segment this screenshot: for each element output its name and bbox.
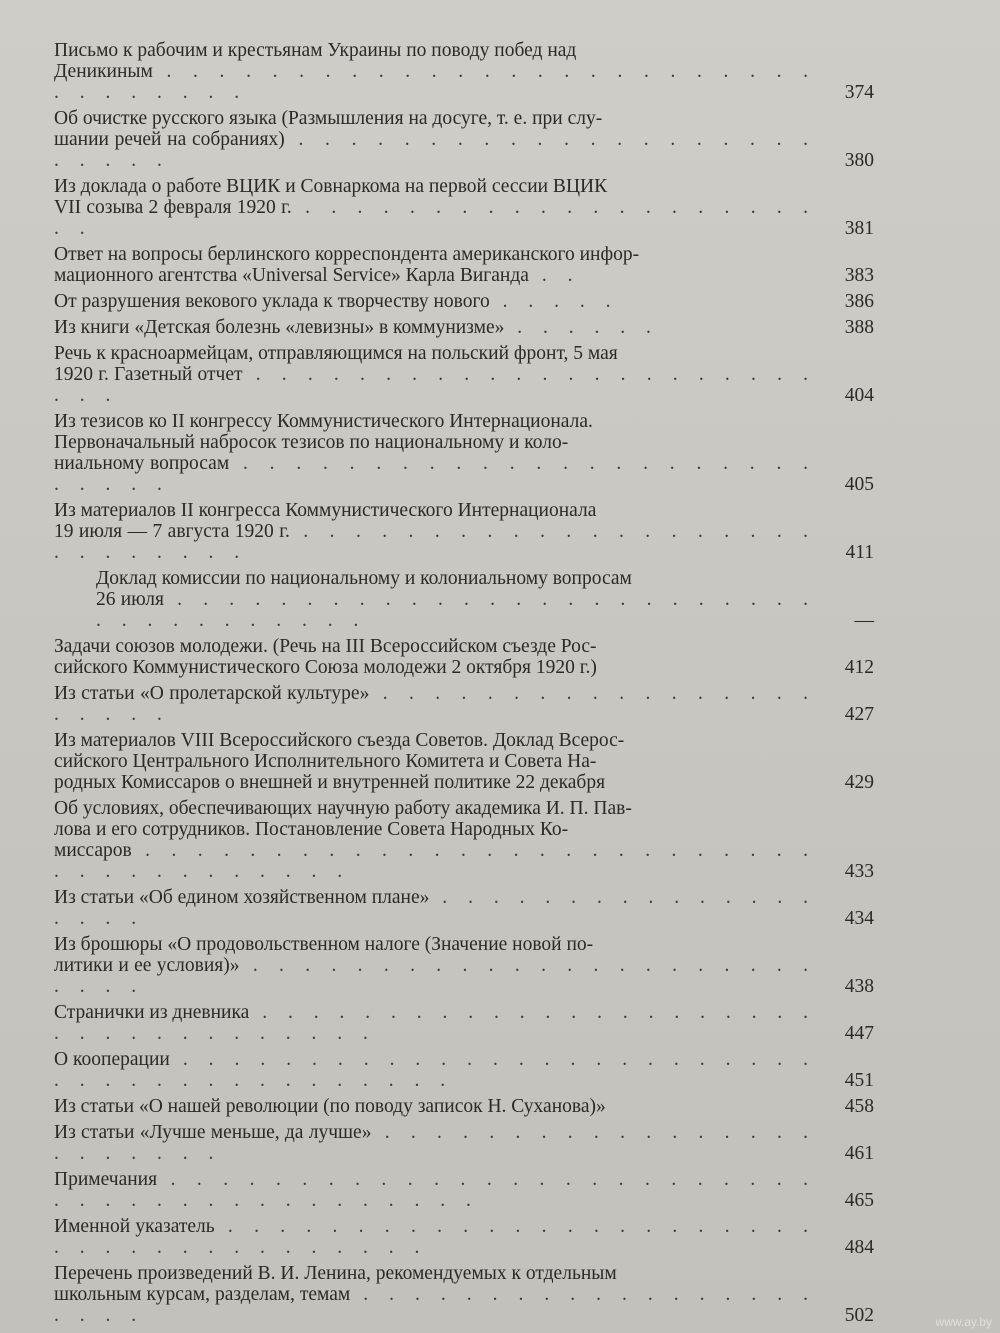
toc-entry-title: Из статьи «О нашей революции (по поводу записок Н. Суханова)» (54, 1096, 606, 1117)
toc-leader-dots: . . . . . . . . . . . . . . . . . . . . . . . . . . . . . . . . . . . . . . (54, 840, 816, 882)
toc-entry-title: Из материалов VIII Всероссийского съезда Советов. Доклад Всерос- сийского Центрального Исполнительного Комитета и Совета На- родных Комиссаров о внешней и внутренней политике 22 декабря (54, 730, 625, 793)
toc-entry (54, 568, 874, 631)
toc-leader-dots: . . . . . . . . . . . . . . . . . . . . . . . . . . . . . . . . . . . . . . . . . . (54, 1169, 816, 1211)
toc-page-number: 458 (844, 1096, 874, 1117)
toc-page-number: 451 (844, 1070, 874, 1091)
toc-page-number: 405 (844, 474, 874, 495)
toc-entry (54, 1096, 874, 1117)
toc-entry (54, 1216, 874, 1258)
toc-entry-title: Именной указатель . . . . . . . . . . . . . . . . . . . . . . . . . . . . . . . . . . . . . . (54, 1216, 817, 1258)
toc-entry-title: Из тезисов ко II конгрессу Коммунистического Интернационала. Первоначальный набросок тезисов по национальному и коло- ниальному вопросам . . . . . . . . . . . . . . . . . . . . . . . . . . . (54, 411, 817, 495)
toc-leader-dots: . . . . . . . . . . . . . . . . . . . . . . . . . . . . . . . . . . . . . . . . . (54, 1049, 816, 1091)
toc-entry-title: Задачи союзов молодежи. (Речь на III Всероссийском съезде Рос- сийского Коммунистического Союза молодежи 2 октября 1920 г.) (54, 636, 597, 678)
toc-leader-dots: . . . . . . . . . . . . . . . . . . . (54, 887, 817, 929)
toc-entry (54, 500, 874, 563)
toc-entry (54, 1122, 874, 1164)
toc-entry (54, 1002, 874, 1044)
toc-leader-dots: . . . . . (489, 291, 619, 312)
toc-entry-title: Ответ на вопросы берлинского корреспондента американского инфор- мационного агентства «Universal Service» Карла Виганда . . (54, 244, 640, 286)
toc-entry (54, 730, 874, 793)
toc-entry (54, 343, 874, 406)
toc-entry (54, 1049, 874, 1091)
toc-entry-title: Странички из дневника . . . . . . . . . . . . . . . . . . . . . . . . . . . . . . . . . . . (54, 1002, 817, 1044)
toc-leader-dots: . . . . . . . . . . . . . . . . . . . . . . . . . . . . . . . . . . . (54, 1002, 817, 1044)
toc-entry (54, 1169, 874, 1211)
toc-entry (54, 317, 874, 338)
watermark: www.ay.by (935, 1315, 992, 1329)
toc-entry (54, 798, 874, 882)
toc-page-number: 465 (844, 1190, 874, 1211)
toc-entry (54, 291, 874, 312)
toc-leader-dots: . . . . . . . . . . . . . . . . . . . . . . . . (54, 1122, 817, 1164)
toc-entry-title: Из статьи «Об едином хозяйственном плане» . . . . . . . . . . . . . . . . . . . (54, 887, 817, 929)
toc-entry (54, 636, 874, 678)
toc-entry-title: Об условиях, обеспечивающих научную работу академика И. П. Пав- лова и его сотрудников. Постановление Совета Народных Ко- миссаров . . . . . . . . . . . . . . . . . . . . . . . . . . . . . . . . . . . . . . (54, 798, 816, 882)
toc-page-number: 388 (844, 317, 874, 338)
toc-page-number: 374 (844, 82, 874, 103)
toc-page-number: 461 (844, 1143, 874, 1164)
toc-entry (54, 40, 874, 103)
toc-entry (54, 176, 874, 239)
toc-entry (54, 244, 874, 286)
toc-page-number: 411 (845, 542, 874, 563)
toc-entry-title: Из статьи «О пролетарской культуре» . . . . . . . . . . . . . . . . . . . . . . (54, 683, 816, 725)
toc-page-number: 484 (844, 1237, 874, 1258)
toc-page-number: 502 (844, 1305, 874, 1326)
toc-page-number: 429 (844, 772, 874, 793)
toc-leader-dots: . . . . . . . . . . . . . . . . . . . . . . (54, 683, 816, 725)
toc-leader-dots: . . . . . . . . . . . . . . . . . . . . . . . . . . . . . . . . . . . . (96, 589, 817, 631)
toc-entry (54, 1263, 874, 1326)
toc-page-number: 427 (844, 704, 874, 725)
toc-leader-dots: . . . . . . . . . . . . . . . . . . . . . . . . . (54, 129, 817, 171)
toc-page-number: 404 (844, 385, 874, 406)
toc-entry-title: Из материалов II конгресса Коммунистического Интернационала 19 июля — 7 августа 1920 г. . . . . . . . . . . . . . . . . . . . . . . . . . . . . (54, 500, 816, 563)
toc-page-number: 412 (844, 657, 874, 678)
toc-page-number: 386 (844, 291, 874, 312)
toc-leader-dots: . . . . . . . . . . . . . . . . . . . . . . . . . . . (54, 453, 817, 495)
toc-entry-title: Из брошюры «О продовольственном налоге (Значение новой по- литики и ее условия)» . . . . . . . . . . . . . . . . . . . . . . . . . . (54, 934, 816, 997)
toc-entry (54, 683, 874, 725)
toc-leader-dots: . . . . . . (504, 317, 659, 338)
toc-page-number: 438 (844, 976, 874, 997)
toc-leader-dots: . . . . . . . . . . . . . . . . . . . . . . . . . . . . (54, 521, 816, 563)
toc-leader-dots: . . . . . . . . . . . . . . . . . . . . . . . . . (54, 364, 817, 406)
toc-entry-title: Доклад комиссии по национальному и колониальному вопросам 26 июля . . . . . . . . . . . . . . . . . . . . . . . . . . . . . . . . . . . . (96, 568, 817, 631)
toc-entry-title: Из статьи «Лучше меньше, да лучше» . . . . . . . . . . . . . . . . . . . . . . . . (54, 1122, 817, 1164)
toc-leader-dots: . . . . . . . . . . . . . . . . . . . . . . (54, 1284, 817, 1326)
toc-page-number: 447 (844, 1023, 874, 1044)
toc-entry (54, 934, 874, 997)
toc-entry (54, 411, 874, 495)
toc-page-number: — (854, 610, 874, 631)
toc-leader-dots: . . (528, 265, 581, 286)
toc-entry (54, 108, 874, 171)
toc-leader-dots: . . . . . . . . . . . . . . . . . . . . . . (54, 197, 816, 239)
toc-leader-dots: . . . . . . . . . . . . . . . . . . . . . . . . . . . . . . . . . . . . . . (54, 1216, 817, 1258)
toc-entry-title: Перечень произведений В. И. Ленина, рекомендуемых к отдельным школьным курсам, разделам, темам . . . . . . . . . . . . . . . . . . . . . . (54, 1263, 817, 1326)
toc-page-number: 433 (844, 861, 874, 882)
toc-entry-title: О кооперации . . . . . . . . . . . . . . . . . . . . . . . . . . . . . . . . . . . . . . . . . (54, 1049, 816, 1091)
toc-entry-title: Письмо к рабочим и крестьянам Украины по поводу побед над Деникиным . . . . . . . . . . . . . . . . . . . . . . . . . . . . . . . . . (54, 40, 816, 103)
toc-page-number: 381 (844, 218, 874, 239)
toc-entry-title: Из доклада о работе ВЦИК и Совнаркома на первой сессии ВЦИК VII созыва 2 февраля 1920 г. . . . . . . . . . . . . . . . . . . . . . . (54, 176, 816, 239)
toc-leader-dots: . . . . . . . . . . . . . . . . . . . . . . . . . . (54, 955, 816, 997)
toc-entry-title: От разрушения векового уклада к творчеству нового . . . . . (54, 291, 619, 312)
toc-page-number: 380 (844, 150, 874, 171)
toc-entry-title: Примечания . . . . . . . . . . . . . . . . . . . . . . . . . . . . . . . . . . . . . . . . . . (54, 1169, 816, 1211)
toc-entry-title: Речь к красноармейцам, отправляющимся на польский фронт, 5 мая 1920 г. Газетный отчет . . . . . . . . . . . . . . . . . . . . . . . . . (54, 343, 817, 406)
toc-entry-title: Из книги «Детская болезнь «левизны» в коммунизме» . . . . . . (54, 317, 659, 338)
toc-page-number: 383 (844, 265, 874, 286)
toc-page-number: 434 (844, 908, 874, 929)
toc-leader-dots: . . . . . . . . . . . . . . . . . . . . . . . . . . . . . . . . . (54, 61, 816, 103)
toc-entry-title: Об очистке русского языка (Размышления на досуге, т. е. при слу- шании речей на собраниях) . . . . . . . . . . . . . . . . . . . . . . . . . (54, 108, 817, 171)
toc-entry (54, 887, 874, 929)
table-of-contents (54, 40, 874, 1331)
